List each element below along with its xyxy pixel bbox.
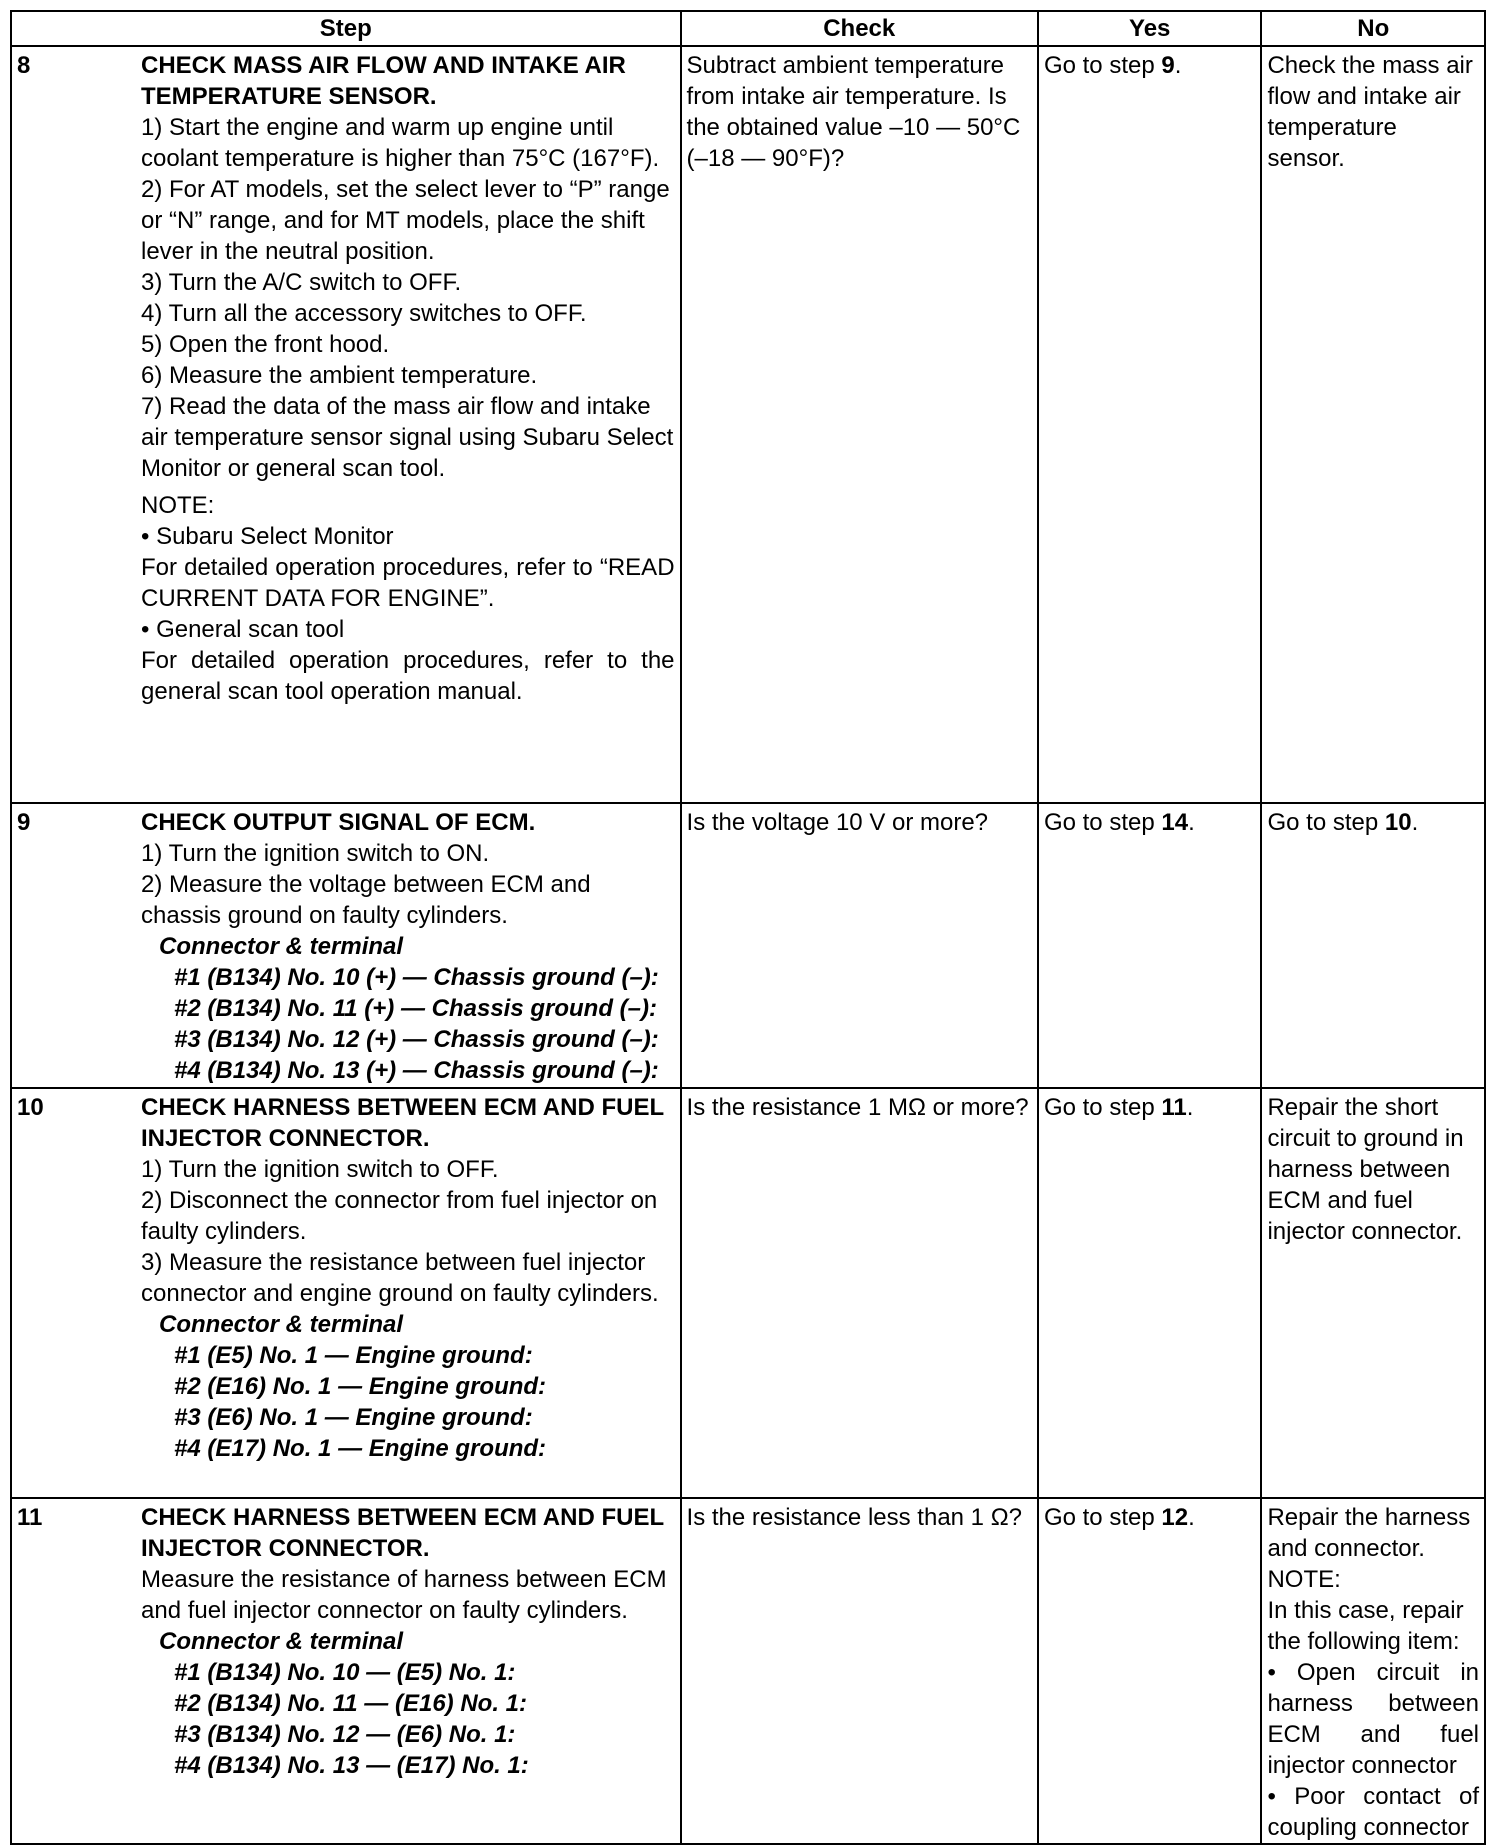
step-number: 11 [17,1504,43,1531]
step-number: 8 [17,52,31,79]
no-prefix: Go to step [1267,809,1385,836]
step-instruction: 6) Measure the ambient temperature. [141,362,538,389]
connector-line: #3 (B134) No. 12 (+) — Chassis ground (–): [174,1026,659,1053]
yes-suffix: . [1174,52,1182,79]
step-cell [11,46,681,803]
connector-line: #2 (B134) No. 11 (+) — Chassis ground (–): [174,995,657,1022]
header-step: Step [11,11,681,46]
yes-cell [1038,1088,1262,1498]
step-instruction: 5) Open the front hood. [141,331,390,358]
step-instruction: 2) For AT models, set the select lever to “P” range or “N” range, and for MT models, place the shift lever in the neutral position. [141,176,670,265]
step-instruction: 2) Disconnect the connector from fuel injector on faulty cylinders. [141,1187,658,1245]
step-title: CHECK HARNESS BETWEEN ECM AND FUEL INJECTOR CONNECTOR. [141,1094,664,1152]
yes-step-ref: 11 [1161,1094,1187,1121]
step-number: 9 [17,809,31,836]
connector-line: #2 (B134) No. 11 — (E16) No. 1: [174,1690,527,1717]
step-number: 10 [17,1094,44,1121]
step-row-9 [11,803,1485,1088]
yes-step-ref: 14 [1161,809,1189,836]
no-cell: Check the mass air flow and intake air temperature sensor. [1261,46,1485,803]
yes-step-ref: 9 [1161,52,1175,79]
no-cell [1261,803,1485,1088]
note-item: • Open circuit in harness between ECM and fuel injector connector [1267,1659,1479,1779]
check-cell: Subtract ambient temperature from intake air temperature. Is the obtained value –10 — 50°C (–18 — 90°F)? [681,46,1038,803]
step-instruction: Measure the resistance of harness between ECM and fuel injector connector on faulty cylinders. [141,1566,667,1624]
note-bullet: • Subaru Select Monitor [141,523,394,550]
yes-suffix: . [1188,1504,1195,1531]
yes-cell [1038,1498,1262,1844]
note-text: In this case, repair the following item: [1267,1597,1464,1655]
step-row-10 [11,1088,1485,1498]
step-row-8 [11,46,1485,803]
step-instruction: 7) Read the data of the mass air flow and intake air temperature sensor signal using Subaru Select Monitor or general scan tool. [141,393,674,482]
yes-prefix: Go to step [1043,52,1162,79]
yes-cell [1038,803,1262,1088]
yes-prefix: Go to step [1043,1504,1162,1531]
yes-suffix: . [1188,809,1195,836]
yes-suffix: . [1186,1094,1194,1121]
step-cell [11,1498,681,1844]
connector-label: Connector & terminal [159,1311,404,1338]
note-bullet: • General scan tool [141,616,345,643]
step-instruction: 2) Measure the voltage between ECM and chassis ground on faulty cylinders. [141,871,591,929]
step-instruction: 3) Turn the A/C switch to OFF. [141,269,462,296]
header-no: No [1261,11,1485,46]
connector-line: #4 (B134) No. 13 (+) — Chassis ground (–): [174,1057,659,1084]
connector-line: #1 (B134) No. 10 (+) — Chassis ground (–): [174,964,659,991]
connector-line: #1 (B134) No. 10 — (E5) No. 1: [174,1659,516,1686]
step-instruction: 3) Measure the resistance between fuel injector connector and engine ground on faulty cylinders. [141,1249,659,1307]
no-text: Repair the harness and connector. [1267,1504,1471,1562]
no-cell [1261,1498,1485,1844]
header-row [11,11,1485,46]
step-cell [11,803,681,1088]
step-title: CHECK HARNESS BETWEEN ECM AND FUEL INJECTOR CONNECTOR. [141,1504,664,1562]
no-step-ref: 10 [1384,809,1412,836]
note-label: NOTE: [141,492,215,519]
step-cell [11,1088,681,1498]
step-instruction: 1) Turn the ignition switch to OFF. [141,1156,499,1183]
check-cell: Is the resistance less than 1 Ω? [681,1498,1038,1844]
step-instruction: 1) Turn the ignition switch to ON. [141,840,490,867]
connector-line: #3 (E6) No. 1 — Engine ground: [174,1404,533,1431]
connector-label: Connector & terminal [159,933,404,960]
yes-prefix: Go to step [1043,1094,1162,1121]
connector-line: #3 (B134) No. 12 — (E6) No. 1: [174,1721,516,1748]
note-text: For detailed operation procedures, refer to “READ CURRENT DATA FOR ENGINE”. [141,554,675,612]
no-suffix: . [1411,809,1419,836]
connector-line: #4 (E17) No. 1 — Engine ground: [174,1435,547,1462]
yes-prefix: Go to step [1043,809,1162,836]
yes-cell [1038,46,1262,803]
step-title: CHECK OUTPUT SIGNAL OF ECM. [141,809,536,836]
step-row-11 [11,1498,1485,1844]
header-yes: Yes [1038,11,1262,46]
diagnostic-table [10,10,1486,1845]
note-item: • Poor contact of coupling connector [1267,1783,1479,1841]
step-instruction: 1) Start the engine and warm up engine until coolant temperature is higher than 75°C (167°F). [141,114,660,172]
yes-step-ref: 12 [1161,1504,1189,1531]
connector-line: #2 (E16) No. 1 — Engine ground: [174,1373,547,1400]
check-cell: Is the resistance 1 MΩ or more? [681,1088,1038,1498]
check-cell: Is the voltage 10 V or more? [681,803,1038,1088]
no-cell: Repair the short circuit to ground in harness between ECM and fuel injector connector. [1261,1088,1485,1498]
connector-line: #1 (E5) No. 1 — Engine ground: [174,1342,533,1369]
header-check: Check [681,11,1038,46]
note-text: For detailed operation procedures, refer to the general scan tool operation manual. [141,647,675,705]
connector-line: #4 (B134) No. 13 — (E17) No. 1: [174,1752,529,1779]
note-label: NOTE: [1267,1566,1341,1593]
step-instruction: 4) Turn all the accessory switches to OFF. [141,300,587,327]
step-title: CHECK MASS AIR FLOW AND INTAKE AIR TEMPERATURE SENSOR. [141,52,626,110]
connector-label: Connector & terminal [159,1628,404,1655]
